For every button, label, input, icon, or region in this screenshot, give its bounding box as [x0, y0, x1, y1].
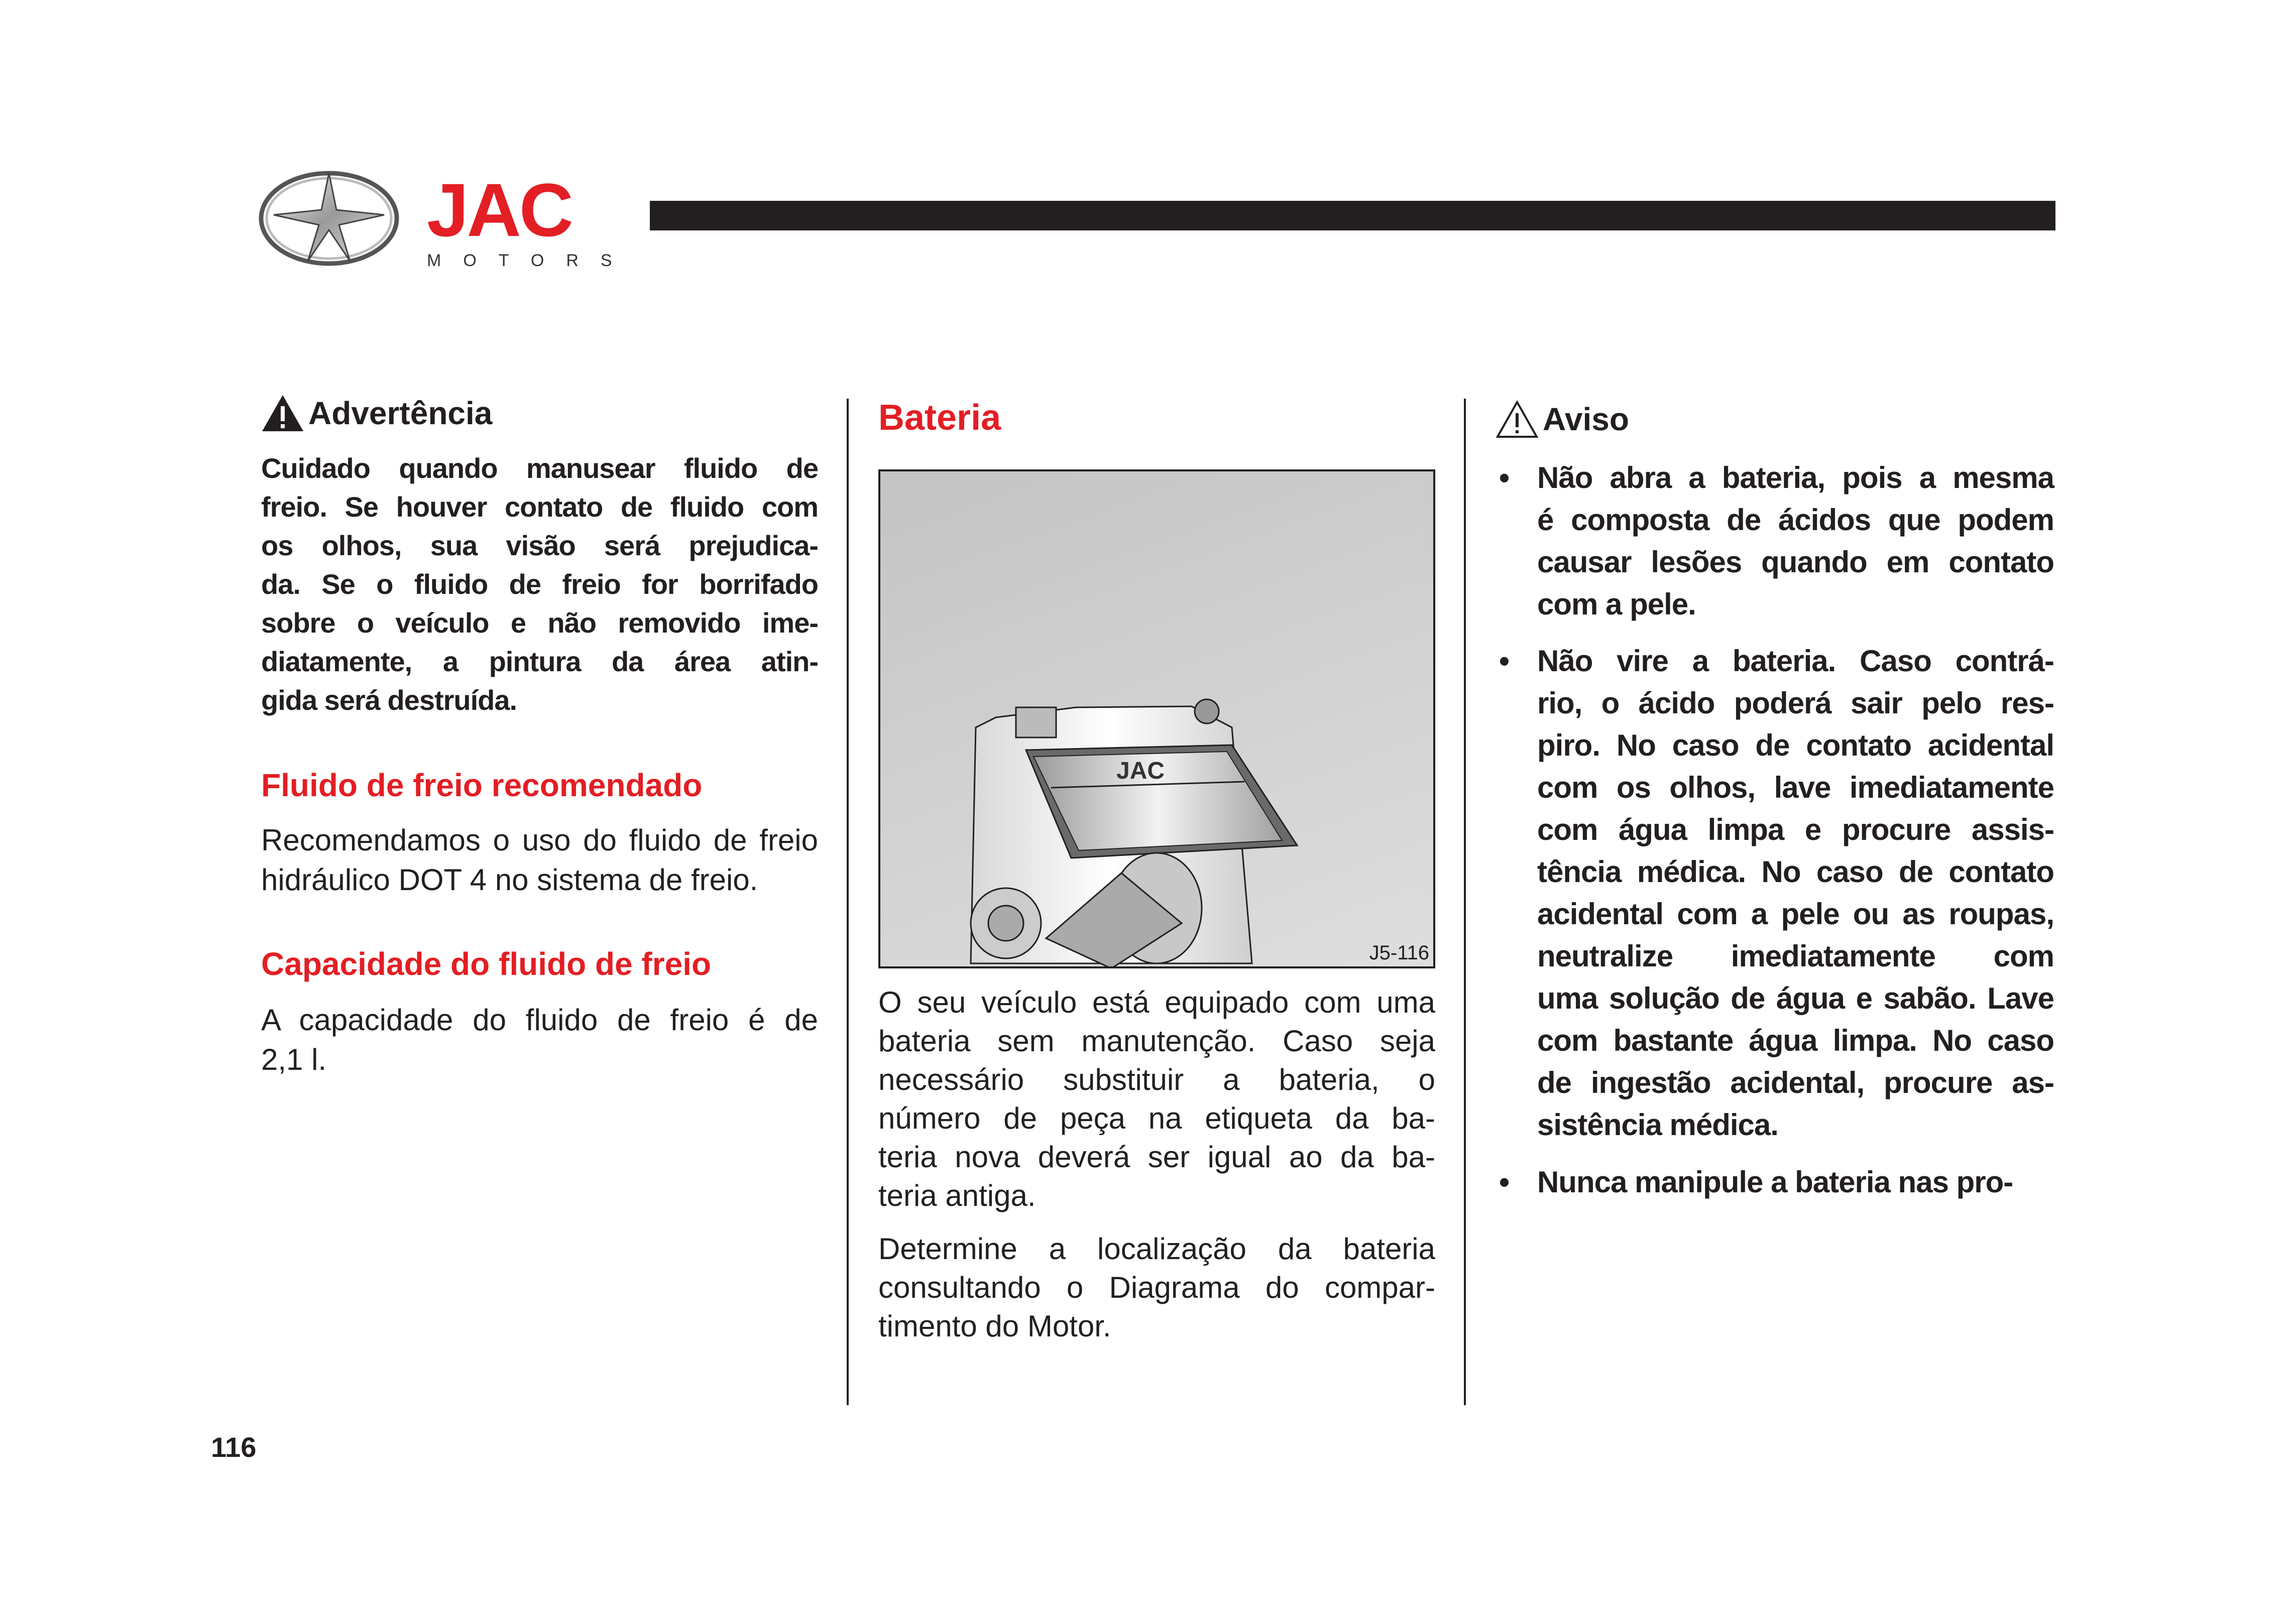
- bullet-marker: •: [1499, 644, 1510, 678]
- text-line: rio, o ácido poderá sair pelo res-: [1537, 686, 2054, 720]
- figure-caption: J5-116: [1369, 942, 1429, 964]
- text-line: Nunca manipule a bateria nas pro-: [1537, 1165, 2013, 1199]
- svg-text:JAC: JAC: [1116, 758, 1165, 784]
- battery-paragraph-1: [878, 983, 1435, 1215]
- text-line: acidental com a pele ou as roupas,: [1537, 897, 2054, 931]
- text-line: piro. No caso de contato acidental: [1537, 728, 2054, 762]
- text-line: freio. Se houver contato de fluido com: [261, 491, 818, 523]
- text-line: 2,1 l.: [261, 1043, 327, 1076]
- svg-text:JAC: JAC: [427, 168, 572, 252]
- battery-illustration: [878, 469, 1435, 968]
- text-line: consultando o Diagrama do compar-: [878, 1271, 1435, 1304]
- text-line: teria nova deverá ser igual ao da ba-: [878, 1140, 1435, 1174]
- text-line: com os olhos, lave imediatamente: [1537, 771, 2054, 804]
- text-line: tência médica. No caso de contato: [1537, 855, 2054, 889]
- notice-title: Aviso: [1543, 401, 1629, 437]
- text-line: causar lesões quando em contato: [1537, 545, 2054, 579]
- text-line: Recomendamos o uso do fluido de freio: [261, 823, 818, 857]
- text-line: O seu veículo está equipado com uma: [878, 985, 1435, 1019]
- bullet-marker: •: [1499, 1165, 1510, 1199]
- text-line: diatamente, a pintura da área atin-: [261, 646, 818, 677]
- text-line: neutralize imediatamente com: [1537, 939, 2054, 973]
- text-line: da. Se o fluido de freio for borrifado: [261, 568, 818, 600]
- battery-heading: Bateria: [878, 398, 1001, 438]
- warning-title: Advertência: [308, 395, 493, 431]
- text-line: é composta de ácidos que podem: [1537, 503, 2054, 537]
- column-divider: [1464, 399, 1466, 1405]
- battery-paragraph-2: [878, 1229, 1435, 1345]
- text-line: com a pele.: [1537, 587, 1696, 621]
- warning-outline-icon: [1496, 400, 1539, 438]
- text-line: sistência médica.: [1537, 1108, 1778, 1142]
- page-number: 116: [211, 1431, 257, 1463]
- notice-bullet-3: [1537, 1161, 2054, 1203]
- text-line: A capacidade do fluido de freio é de: [261, 1003, 818, 1037]
- column-divider: [847, 399, 849, 1405]
- warning-filled-icon: [261, 394, 304, 432]
- text-line: com bastante água limpa. No caso: [1537, 1024, 2054, 1057]
- text-line: os olhos, sua visão será prejudica-: [261, 530, 818, 561]
- recommended-fluid-heading: Fluido de freio recomendado: [261, 767, 703, 803]
- text-line: Não vire a bateria. Caso contrá-: [1537, 644, 2054, 678]
- text-line: Cuidado quando manusear fluido de: [261, 452, 818, 484]
- svg-text:MOTORS: MOTORS: [427, 251, 625, 270]
- text-line: Não abra a bateria, pois a mesma: [1537, 461, 2054, 495]
- notice-bullet-2: [1537, 640, 2054, 1146]
- text-line: teria antiga.: [878, 1179, 1036, 1212]
- text-line: com água limpa e procure assis-: [1537, 813, 2054, 846]
- fluid-capacity-heading: Capacidade do fluido de freio: [261, 946, 712, 982]
- text-line: bateria sem manutenção. Caso seja: [878, 1024, 1435, 1058]
- text-line: uma solução de água e sabão. Lave: [1537, 981, 2054, 1015]
- fluid-capacity-text: [261, 1000, 818, 1079]
- bullet-marker: •: [1499, 461, 1510, 495]
- text-line: sobre o veículo e não removido ime-: [261, 607, 818, 639]
- notice-heading: [1496, 400, 1629, 438]
- warning-heading: [261, 394, 818, 432]
- warning-text: [261, 449, 818, 719]
- text-line: número de peça na etiqueta da ba-: [878, 1101, 1435, 1135]
- header-bar: [650, 201, 2055, 230]
- jac-motors-logo: [259, 166, 625, 271]
- text-line: hidráulico DOT 4 no sistema de freio.: [261, 863, 758, 897]
- text-line: de ingestão acidental, procure as-: [1537, 1066, 2054, 1099]
- text-line: Determine a localização da bateria: [878, 1232, 1435, 1266]
- text-line: gida será destruída.: [261, 684, 517, 716]
- text-line: necessário substituir a bateria, o: [878, 1063, 1435, 1096]
- text-line: timento do Motor.: [878, 1309, 1111, 1343]
- recommended-fluid-text: [261, 820, 818, 900]
- notice-bullet-1: [1537, 457, 2054, 626]
